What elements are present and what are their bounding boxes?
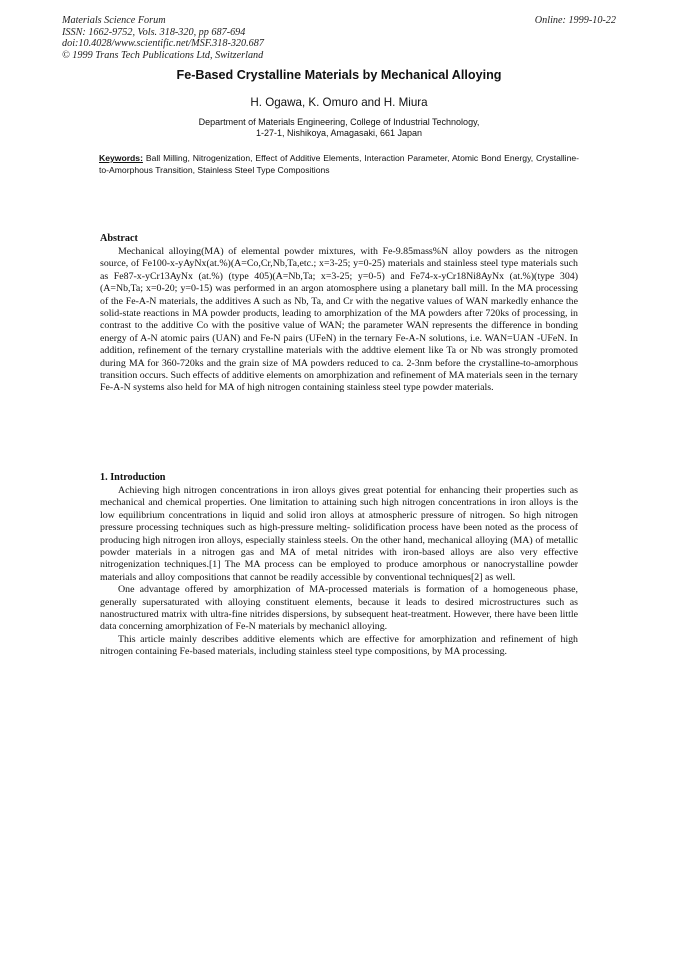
abstract-body [100,246,578,395]
intro-paragraph-3: This article mainly describes additive elements which are effective for amorphization and refinement of high nitrogen containing Fe-based materials, including stainless steel type compositions, by MA processing. [100,633,578,658]
introduction-body [100,485,578,659]
paper-authors: H. Ogawa, K. Omuro and H. Miura [250,96,428,109]
introduction-heading: 1. Introduction [100,472,166,483]
affiliation-line-1: Department of Materials Engineering, College of Industrial Technology, [198,117,480,127]
keywords-text: Ball Milling, Nitrogenization, Effect of Additive Elements, Interaction Parameter, Atomic Bond Energy, Crystalline-to-Amorphous Transition, Stainless Steel Type Compositions [99,153,580,175]
publication-info [62,15,264,61]
issn-line: ISSN: 1662-9752, Vols. 318-320, pp 687-694 [62,26,246,38]
copyright-line: © 1999 Trans Tech Publications Ltd, Switzerland [62,49,264,61]
abstract-heading: Abstract [100,233,138,244]
paper-title: Fe-Based Crystalline Materials by Mechanical Alloying [176,68,502,82]
doi-line: doi:10.4028/www.scientific.net/MSF.318-320.687 [62,38,264,50]
affiliation-line-2: 1-27-1, Nishikoya, Amagasaki, 661 Japan [255,128,423,138]
affiliation [0,117,678,139]
keywords-label: Keywords: [99,153,143,163]
keywords [99,152,579,176]
intro-paragraph-1: Achieving high nitrogen concentrations in iron alloys gives great potential for enhancing their properties such as mechanical and chemical properties. One limitation to attaining such high nitrogen concentrations in iron alloys is the low equilibrium concentrations in liquid and solid iron alloys at atmospheric pressure of nitrogen. So high nitrogen pressure processing techniques such as high-pressure melting- solidification process have been noted as the process of producing high nitrogen iron alloys, especially stainless steels. On the other hand, mechanical alloying (MA) of metallic powder materials in a nitrogen gas and MA of metal nitrides with iron-based alloys are also very effective nitrogenization techniques.[1] The MA process can be employed to produce amorphous or nanocrystalline powder materials and alloy compositions that cannot be readily accessible by conventional techniques[2] as well. [100,485,578,583]
abstract-paragraph: Mechanical alloying(MA) of elemental powder mixtures, with Fe-9.85mass%N alloy powders as the nitrogen source, of Fe100-x-yAyNx(at.%)(A=Co,Cr,Nb,Ta,etc.; x=3-25; y=0-25) materials and stainless steel type materials such as Fe87-x-yCr13AyNx (at.%) (type 405)(A=Nb,Ta; x=3-25; y=0-5) and Fe74-x-yCr18Ni8AyNx (at.%)(type 304) (A=Nb,Ta; x=0-20; y=0-15) was performed in an argon atomosphere using a planetary ball mill. In the MA processing of the Fe-A-N materials, the additives A such as Nb, Ta, and Cr with the negative values of WAN markedly enhance the solid-state reactions in MA powder products, leading to amorphization of the MA powders after 720ks of processing, in contrast to the additive Co with the positive value of WAN; the parameter WAN represents the difference in bonding energy of A-N atomic pairs (UAN) and Fe-N pairs (UFeN) in the ternary Fe-A-N solutions, i.e. WAN=UAN -UFeN. In addition, refinement of the ternary crystalline materials with the addtive element like Ta or Nb was strongly promoted during MA for 360-720ks and the grain size of MA powders reduced to ca. 2-3nm before the crystalline-to-amorphous transition occurs. Such effects of additive elements on amorphization and refinement of MA materials seen in the ternary Fe-A-N systems also held for MA of high nitrogen containing stainless steel type powder materials. [100,246,578,394]
journal-name: Materials Science Forum [62,15,166,26]
intro-paragraph-2: One advantage offered by amorphization of MA-processed materials is formation of a homogeneous phase, generally supersaturated with alloying constituent elements, because it leads to desired microstructures such as nanostructured matrix with ultra-fine nitrides dispersions, by subsequent heat-treatment. However, there have been little data concerning amorphization of Fe-N materials by mechanicl alloying. [100,584,578,633]
online-date: Online: 1999-10-22 [534,15,616,26]
